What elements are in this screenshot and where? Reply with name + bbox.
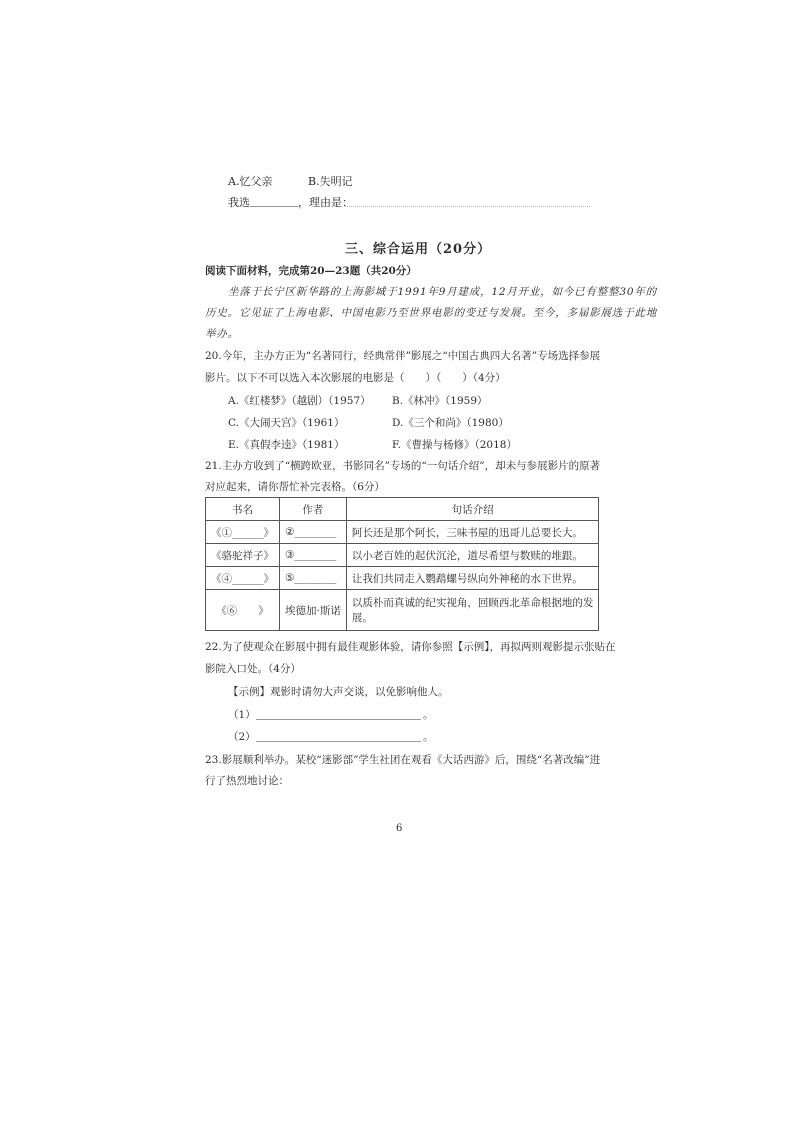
cell-intro: 让我们共同走入鹦鹉螺号纵向外神秘的水下世界。 [346,567,599,590]
q20-option-f: F.《曹操与杨修》（2018） [392,439,517,451]
cell-author[interactable]: ②________ [280,521,347,544]
intro-line-1: 坐落于长宁区新华路的上海影城于1991年9月建成，12月开业，如今已有整整30年的 [228,286,657,298]
section-title: 三、综合运用（20分） [345,242,492,257]
option-a: A.忆父亲 [228,175,273,188]
q23-line-2: 行了热烈地讨论： [205,775,289,787]
q20-option-a: A.《红楼梦》（越剧）（1957） [228,395,371,407]
header-intro: 句话介绍 [346,498,599,521]
cell-intro [346,590,599,631]
choose-prefix: 我选 [228,196,250,209]
table-row [206,521,599,544]
page-number: 6 [396,823,403,834]
table-row [206,567,599,590]
cell-intro: 以小老百姓的起伏沉沦，道尽希望与数赎的堆跟。 [346,544,599,567]
option-b: B.失明记 [308,175,353,188]
q22-item-2-end: 。 [423,731,434,743]
table-row [206,590,599,631]
cell-book[interactable]: 《⑥ 》 [206,590,280,631]
header-book: 书名 [206,498,280,521]
q22-example: 【示例】观影时请勿大声交谈，以免影响他人。 [228,686,449,698]
cell-book[interactable]: 《④______》 [206,567,280,590]
q20-option-b: B.《林冲》（1959） [392,395,488,407]
q22-answer-2-line[interactable] [256,741,421,742]
header-author: 作者 [280,498,347,521]
reason-blank[interactable] [345,206,590,207]
cell-intro: 阿长还是那个阿长，三味书屋的迅哥儿总要长大。 [346,521,599,544]
q20-line-1: 20.今年，主办方正为“名著同行，经典常伴”影展之“中国古典四大名著”专场选择参展 [205,350,601,362]
q22-line-2: 影院入口处。（4分） [205,663,301,675]
q20-option-c: C.《大闹天宫》（1961） [228,417,345,429]
q20-option-d: D.《三个和尚》（1980） [392,417,509,429]
q22-item-1-end: 。 [423,709,434,721]
cell-intro-line-2: 展。 [351,612,373,624]
choice-blank[interactable] [250,206,298,207]
intro-line-3: 举办。 [205,328,239,340]
table-header-row [206,498,599,521]
intro-line-2: 历史。它见证了上海电影、中国电影乃至世界电影的变迁与发展。至今，多届影展选于此地 [205,307,657,319]
cell-author[interactable]: ⑤________ [280,567,347,590]
cell-book: 《骆驼祥子》 [206,544,280,567]
cell-intro-line-1: 以质朴而真诚的纪实视角，回顾西北革命根据地的发 [351,597,594,609]
cell-author[interactable]: ③________ [280,544,347,567]
cell-book[interactable]: 《①______》 [206,521,280,544]
q22-answer-1-line[interactable] [256,719,421,720]
q20-line-2: 影片。以下不可以选入本次影展的电影是（ ）（ ）（4分） [205,372,506,384]
table-row [206,544,599,567]
reason-label: ，理由是： [298,196,353,209]
instruction: 阅读下面材料，完成第20—23题（共20分） [205,265,417,277]
q22-item-2-label: （2） [228,731,256,743]
q23-line-1: 23.影展顺利举办。某校“迷影部”学生社团在观看《大话西游》后，围绕“名著改编”进 [205,754,601,766]
q21-line-1: 21.主办方收到了“横跨欧亚，书影同名”专场的“一句话介绍”，却未与参展影片的原著 [205,460,601,472]
q20-option-e: E.《真假李逵》（1981） [228,439,345,451]
q22-item-1-label: （1） [228,709,256,721]
cell-author: 埃德加·斯诺 [280,590,347,631]
q22-line-1: 22.为了使观众在影展中拥有最佳观影体验，请你参照【示例】，再拟两则观影提示张贴在 [205,641,616,653]
book-table [205,497,599,631]
q21-line-2: 对应起来，请你帮忙补完表格。（6分） [205,481,385,493]
